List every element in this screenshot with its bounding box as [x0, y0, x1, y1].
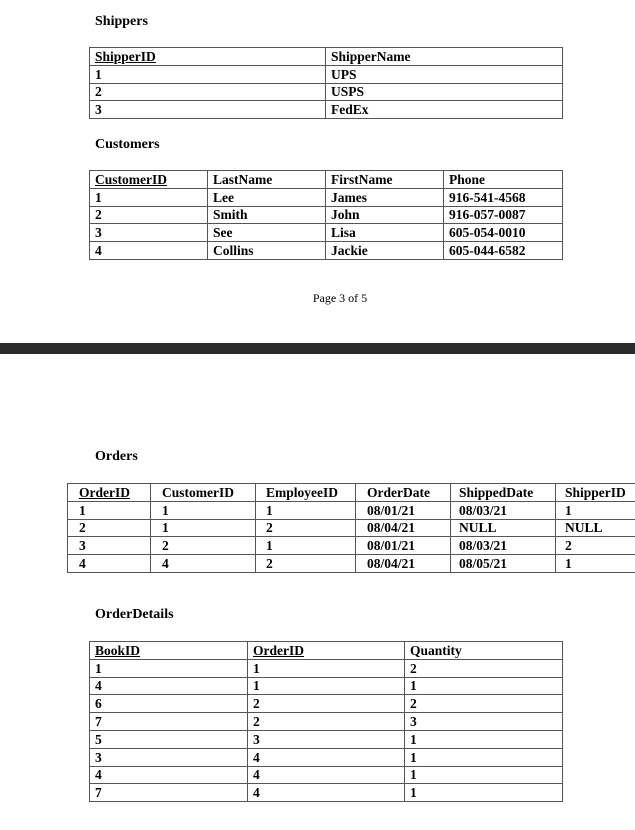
orderdetails-table [89, 641, 563, 802]
cell: 08/05/21 [451, 555, 556, 573]
cell: 4 [151, 555, 256, 573]
cell: 1 [90, 188, 208, 206]
cell: 2 [151, 537, 256, 555]
column-header-employeeid: EmployeeID [256, 484, 356, 502]
cell: 4 [68, 555, 151, 573]
cell: 3 [68, 537, 151, 555]
cell: Lee [208, 188, 326, 206]
cell: 08/01/21 [356, 537, 451, 555]
cell: 4 [90, 242, 208, 260]
table-row [90, 730, 563, 748]
table-row [90, 784, 563, 802]
cell: 08/04/21 [356, 555, 451, 573]
table-row [68, 537, 635, 555]
cell: 1 [405, 730, 563, 748]
cell: 08/04/21 [356, 519, 451, 537]
table-row [90, 677, 563, 695]
table-row [90, 242, 563, 260]
table-header-row [90, 171, 563, 189]
table-row [90, 65, 563, 83]
table-row [90, 188, 563, 206]
cell: Jackie [326, 242, 444, 260]
cell: 5 [90, 730, 248, 748]
cell: 1 [248, 677, 405, 695]
cell: See [208, 224, 326, 242]
table-row [68, 519, 635, 537]
orders-heading: Orders [95, 449, 138, 464]
cell: 1 [405, 784, 563, 802]
cell: 2 [256, 555, 356, 573]
cell: 7 [90, 784, 248, 802]
cell: 2 [68, 519, 151, 537]
cell: UPS [326, 65, 563, 83]
page-break-divider [0, 343, 635, 354]
column-header-quantity: Quantity [405, 642, 563, 660]
orders-table [67, 483, 635, 573]
cell: John [326, 206, 444, 224]
table-header-row [90, 48, 563, 66]
cell: 2 [405, 659, 563, 677]
cell: 4 [90, 766, 248, 784]
cell: 3 [90, 224, 208, 242]
table-row [90, 101, 563, 119]
cell: 2 [256, 519, 356, 537]
cell: 1 [256, 537, 356, 555]
cell: 1 [256, 501, 356, 519]
cell: 1 [405, 677, 563, 695]
cell: 7 [90, 713, 248, 731]
column-header-customerid: CustomerID [151, 484, 256, 502]
cell: NULL [451, 519, 556, 537]
table-row [90, 224, 563, 242]
shippers-table [89, 47, 563, 119]
cell: 1 [151, 501, 256, 519]
table-row [90, 83, 563, 101]
column-header-shippername: ShipperName [326, 48, 563, 66]
cell: Collins [208, 242, 326, 260]
column-header-firstname: FirstName [326, 171, 444, 189]
column-header-customerid: CustomerID [90, 171, 208, 189]
cell: Lisa [326, 224, 444, 242]
cell: 1 [248, 659, 405, 677]
cell: 4 [248, 784, 405, 802]
cell: FedEx [326, 101, 563, 119]
cell: 08/03/21 [451, 501, 556, 519]
cell: 605-044-6582 [444, 242, 563, 260]
cell: USPS [326, 83, 563, 101]
cell: 08/03/21 [451, 537, 556, 555]
cell: 3 [90, 101, 326, 119]
cell: 916-057-0087 [444, 206, 563, 224]
column-header-shippeddate: ShippedDate [451, 484, 556, 502]
cell: 2 [556, 537, 635, 555]
column-header-lastname: LastName [208, 171, 326, 189]
table-row [90, 713, 563, 731]
cell: 1 [151, 519, 256, 537]
table-row [68, 501, 635, 519]
cell: 08/01/21 [356, 501, 451, 519]
customers-table [89, 170, 563, 260]
customers-heading: Customers [95, 137, 160, 152]
cell: 4 [248, 766, 405, 784]
cell: 1 [556, 555, 635, 573]
cell: 4 [90, 677, 248, 695]
cell: 1 [90, 659, 248, 677]
cell: 6 [90, 695, 248, 713]
cell: 1 [405, 766, 563, 784]
table-row [90, 206, 563, 224]
cell: NULL [556, 519, 635, 537]
table-row [90, 748, 563, 766]
column-header-phone: Phone [444, 171, 563, 189]
cell: 1 [68, 501, 151, 519]
cell: 1 [405, 748, 563, 766]
cell: 1 [90, 65, 326, 83]
shippers-heading: Shippers [95, 14, 148, 29]
table-row [90, 659, 563, 677]
column-header-bookid: BookID [90, 642, 248, 660]
table-row [90, 695, 563, 713]
orderdetails-heading: OrderDetails [95, 607, 174, 622]
table-row [68, 555, 635, 573]
cell: 3 [90, 748, 248, 766]
column-header-shipperid: ShipperID [556, 484, 635, 502]
cell: 2 [405, 695, 563, 713]
column-header-orderdate: OrderDate [356, 484, 451, 502]
table-row [90, 766, 563, 784]
page-number: Page 3 of 5 [312, 291, 368, 305]
cell: 4 [248, 748, 405, 766]
cell: 605-054-0010 [444, 224, 563, 242]
table-header-row [68, 484, 635, 502]
cell: 2 [248, 713, 405, 731]
cell: 2 [90, 83, 326, 101]
cell: James [326, 188, 444, 206]
cell: 1 [556, 501, 635, 519]
column-header-orderid: OrderID [68, 484, 151, 502]
table-header-row [90, 642, 563, 660]
column-header-orderid: OrderID [248, 642, 405, 660]
cell: Smith [208, 206, 326, 224]
cell: 3 [405, 713, 563, 731]
cell: 3 [248, 730, 405, 748]
column-header-shipperid: ShipperID [90, 48, 326, 66]
cell: 2 [248, 695, 405, 713]
cell: 916-541-4568 [444, 188, 563, 206]
cell: 2 [90, 206, 208, 224]
